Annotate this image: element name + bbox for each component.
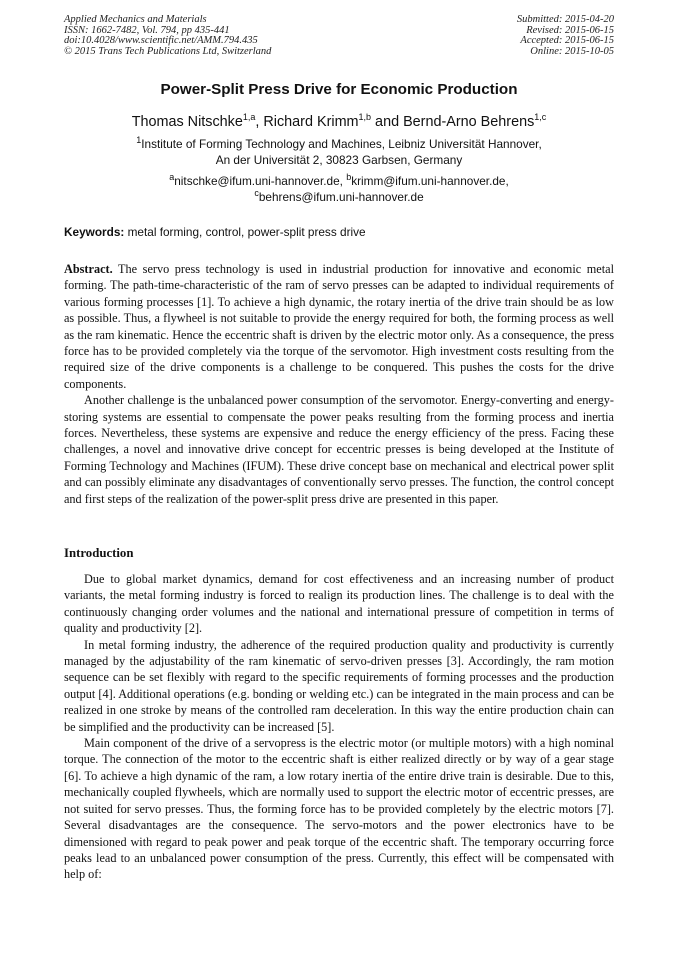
keywords <box>64 225 366 239</box>
email-krimm[interactable]: krimm@ifum.uni-hannover.de, <box>351 174 509 188</box>
affiliation <box>0 137 678 168</box>
introduction-body <box>64 571 614 883</box>
journal-name: Applied Mechanics and Materials <box>64 14 207 25</box>
keywords-label: Keywords: <box>64 225 125 239</box>
email-line: $^a$nitschke@ifum.uni-hannover.de, $^b$krimm@ifum.uni-hannover.de, <box>169 172 509 188</box>
author-list <box>0 113 678 131</box>
author-affiliation-mark: 1,a <box>242 112 256 123</box>
author-name: Thomas Nitschke <box>131 114 243 130</box>
body-paragraph: Main component of the drive of a servopress is the electric motor (or multiple motors) with a high nominal torque. The connection of the motor to the eccentric shaft is either realized directly or by way of a gear stage [6]. To achieve a high dynamic of the ram, a low rotary inertia of the entire drive train is desirable. Due to this, mechanically coupled flywheels, which are normally used to support the electric motor of eccentric presses, are not suited for servo presses. Thus, the forming force has to be provided completely by the electric motors [7]. Several disadvantages are the consequence. The servo-motors and the power electronics have to be dimensioned with regard to peak power and peak torque of the eccentric shaft. The temporary occurring force peaks lead to an unbalanced power consumption of the press. Currently, this effect will be compensated with help of: <box>64 736 614 882</box>
body-paragraph: In metal forming industry, the adherence of the required production quality and productivity is currently managed by the adjustability of the ram kinematic of servo-driven presses [3]. Accordingly, the ram motion sequence can be set flexibly with regard to the specific requirements of forming processes and the production output [4]. Additional operations (e.g. bonding or welding etc.) can be integrated in the main process and can be realized in one stroke by means of the controlled ram deceleration. In this way the entire production chain can be simplified and the productivity can be increased [5]. <box>64 637 614 734</box>
email-nitschke[interactable]: nitschke@ifum.uni-hannover.de, <box>174 174 347 188</box>
date-submitted: Submitted: 2015-04-20 <box>516 14 614 25</box>
journal-issn: ISSN: 1662-7482, Vol. 794, pp 435-441 <box>64 24 230 36</box>
author-affiliation-mark: 1,b <box>358 112 372 123</box>
abstract <box>64 261 614 507</box>
publication-dates <box>517 15 614 57</box>
keywords-text: metal forming, control, power-split press drive <box>124 225 366 239</box>
body-paragraph: Due to global market dynamics, demand for cost effectiveness and an increasing number of product variants, the metal forming industry is forced to realign its production lines. The challenge is to deal with the continuously changing order volumes and the national and international pressure of competition in terms of quality and productivity [2]. <box>64 572 614 636</box>
author-affiliation-mark: 1,c <box>534 112 547 123</box>
journal-copyright: © 2015 Trans Tech Publications Ltd, Switzerland <box>64 45 272 57</box>
author-emails <box>0 174 678 205</box>
paper-title: Power-Split Press Drive for Economic Production <box>160 81 518 98</box>
affiliation-line: $^1$Institute of Forming Technology and Machines, Leibniz Universität Hannover, <box>136 135 542 151</box>
author-name: Bernd-Arno Behrens <box>403 114 535 130</box>
section-heading-introduction: Introduction <box>64 546 134 560</box>
date-revised: Revised: 2015-06-15 <box>526 24 614 36</box>
abstract-paragraph: Abstract. The servo press technology is used in industrial production for innovative and economic metal forming. The path-time-characteristic of the ram of servo presses can be adapted to individual requirements of various forming processes [1]. To achieve a high dynamic, the rotary inertia of the drive train should be as low as possible. Thus, a flywheel is not suitable to provide the energy required for both, the forming process as well as the ram kinematic. Hence the eccentric shaft is driven by the electric motor only. As a consequence, the press force has to be provided completely via the torque of the servomotor. High investment costs resulting from the required size of the drive components is a challenge to be conquered. This pushes the costs for the drive components. <box>64 262 614 391</box>
author-separator: and <box>371 114 404 130</box>
date-online: Online: 2015-10-05 <box>530 45 614 57</box>
email-line: $^c$behrens@ifum.uni-hannover.de <box>254 187 424 204</box>
date-accepted: Accepted: 2015-06-15 <box>520 35 614 46</box>
author-separator: , <box>255 114 264 130</box>
abstract-paragraph: Another challenge is the unbalanced power consumption of the servomotor. Energy-converting and energy-storing systems are essential to compensate the power peaks resulting from the forming process and inertia forces. Nevertheless, these systems are expensive and reduce the energy efficiency of the press. Facing these challenges, a novel and innovative drive concept for eccentric presses is being developed at the Institute of Forming Technology and Machines (IFUM). These drive concept base on mechanical and electrical power split and can possibly eliminate any disadvantages of conventionally servo presses. The function, the control concept and first steps of the realization of the power-split press drive are presented in this paper. <box>64 393 614 506</box>
affiliation-address: An der Universität 2, 30823 Garbsen, Germany <box>215 152 463 167</box>
affiliation-mark: 1 <box>136 135 142 146</box>
abstract-label: Abstract. <box>64 262 113 276</box>
email-behrens[interactable]: behrens@ifum.uni-hannover.de <box>258 189 424 204</box>
journal-info <box>64 15 271 57</box>
author-name: Richard Krimm <box>263 114 359 130</box>
journal-doi: doi:10.4028/www.scientific.net/AMM.794.435 <box>64 35 258 46</box>
